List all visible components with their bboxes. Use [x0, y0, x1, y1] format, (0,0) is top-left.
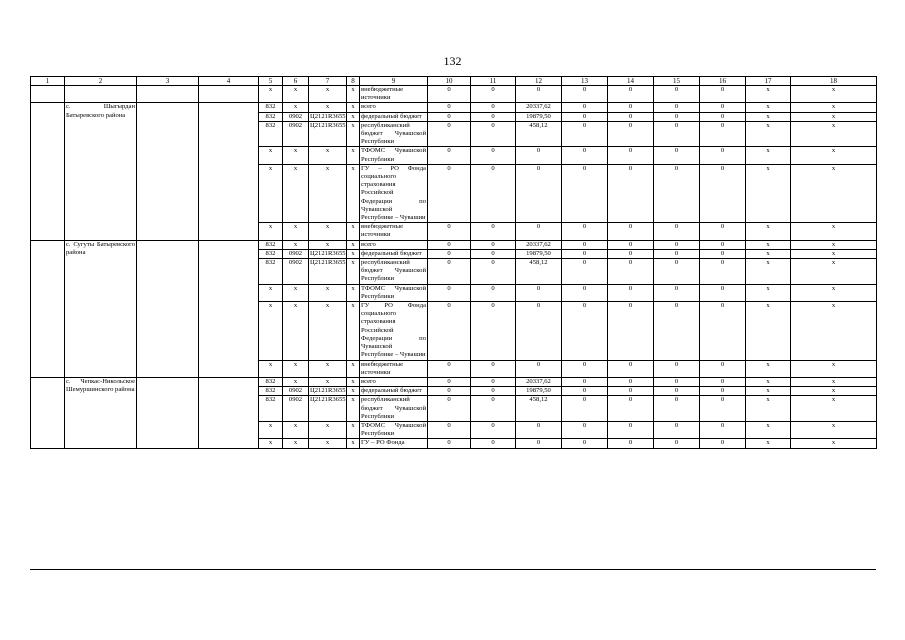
value-cell: 0 — [516, 360, 562, 377]
value-cell: 0 — [428, 103, 471, 112]
value-cell: x — [309, 164, 347, 222]
value-cell: 0 — [471, 249, 516, 258]
value-cell: x — [746, 103, 791, 112]
value-cell: 0 — [516, 147, 562, 164]
value-cell: x — [746, 421, 791, 438]
value-cell: 0 — [516, 284, 562, 301]
value-cell: x — [309, 421, 347, 438]
value-cell: 0 — [608, 360, 654, 377]
object-name: с. Чепкас-Никольское Шемуршинского района — [65, 377, 137, 448]
value-cell: 0 — [428, 377, 471, 386]
value-cell: 0 — [654, 112, 700, 121]
value-cell: 0 — [654, 259, 700, 285]
value-cell: 0 — [562, 360, 608, 377]
value-cell: Ц2121R3655 — [309, 396, 347, 422]
value-cell: 0 — [562, 284, 608, 301]
value-cell: 0 — [562, 396, 608, 422]
source-cell: внебюджетные источники — [360, 223, 428, 240]
value-cell: 0 — [562, 112, 608, 121]
object-name — [65, 86, 137, 103]
value-cell: 0 — [608, 249, 654, 258]
value-cell: 0 — [428, 396, 471, 422]
value-cell: x — [746, 284, 791, 301]
value-cell: 20337,62 — [516, 103, 562, 112]
value-cell: x — [347, 121, 360, 147]
value-cell: x — [746, 147, 791, 164]
value-cell: 0 — [428, 223, 471, 240]
value-cell: 0 — [700, 387, 746, 396]
value-cell: x — [347, 360, 360, 377]
value-cell: 832 — [259, 121, 283, 147]
col4-cell — [199, 103, 259, 240]
value-cell: 0 — [471, 302, 516, 360]
column-header: 13 — [562, 77, 608, 86]
value-cell: x — [746, 259, 791, 285]
header-row — [31, 77, 877, 86]
column-header: 6 — [283, 77, 309, 86]
value-cell: 0 — [700, 360, 746, 377]
value-cell: 0902 — [283, 249, 309, 258]
value-cell: 0 — [700, 439, 746, 448]
value-cell: 0 — [471, 121, 516, 147]
col3-cell — [137, 103, 199, 240]
value-cell: 0 — [700, 284, 746, 301]
value-cell: x — [347, 396, 360, 422]
col3-cell — [137, 240, 199, 377]
column-header: 15 — [654, 77, 700, 86]
budget-table — [30, 76, 877, 449]
value-cell: 0 — [700, 421, 746, 438]
value-cell: 0 — [608, 112, 654, 121]
value-cell: 0 — [562, 302, 608, 360]
value-cell: x — [791, 377, 877, 386]
value-cell: 0 — [700, 249, 746, 258]
column-header: 14 — [608, 77, 654, 86]
value-cell: x — [746, 249, 791, 258]
value-cell: 458,12 — [516, 259, 562, 285]
value-cell: 0 — [700, 240, 746, 249]
value-cell: x — [746, 360, 791, 377]
col4-cell — [199, 377, 259, 448]
value-cell: x — [309, 377, 347, 386]
value-cell: 0 — [516, 302, 562, 360]
column-header: 2 — [65, 77, 137, 86]
value-cell: 0 — [516, 439, 562, 448]
value-cell: 0902 — [283, 112, 309, 121]
value-cell: 0 — [654, 360, 700, 377]
value-cell: x — [746, 240, 791, 249]
col3-cell — [137, 86, 199, 103]
value-cell: 0 — [654, 223, 700, 240]
source-cell: республиканский бюджет Чувашской Республики — [361, 121, 426, 146]
value-cell: 0 — [654, 396, 700, 422]
value-cell: x — [746, 302, 791, 360]
value-cell: 0 — [428, 387, 471, 396]
value-cell: 0 — [471, 112, 516, 121]
value-cell: x — [347, 249, 360, 258]
value-cell: x — [746, 112, 791, 121]
value-cell: 0 — [428, 112, 471, 121]
source-cell: ТФОМС Чувашской Республики — [361, 421, 426, 438]
value-cell: 0 — [471, 103, 516, 112]
value-cell: x — [791, 387, 877, 396]
value-cell: 0 — [608, 164, 654, 222]
value-cell: 0 — [700, 302, 746, 360]
value-cell: 832 — [259, 103, 283, 112]
value-cell: x — [347, 259, 360, 285]
value-cell: 0 — [700, 396, 746, 422]
table-row — [31, 240, 877, 249]
value-cell: Ц2121R3655 — [310, 112, 346, 120]
value-cell: x — [791, 112, 877, 121]
value-cell: x — [347, 147, 360, 164]
value-cell: 0902 — [283, 259, 309, 285]
value-cell: x — [746, 121, 791, 147]
value-cell: x — [309, 439, 347, 448]
value-cell: x — [309, 240, 347, 249]
value-cell: 0 — [428, 302, 471, 360]
value-cell: x — [746, 86, 791, 103]
source-cell: ТФОМС Чувашской Республики — [361, 147, 426, 163]
table-row — [31, 86, 877, 103]
value-cell: x — [309, 360, 347, 377]
table-row — [31, 103, 877, 112]
value-cell: x — [259, 223, 283, 240]
value-cell: 0902 — [283, 121, 309, 147]
value-cell: x — [259, 360, 283, 377]
source-cell: федеральный бюджет — [360, 387, 428, 396]
value-cell: x — [309, 302, 347, 360]
value-cell: 0 — [608, 103, 654, 112]
source-cell: ГУ РО Фонда социального страхования Российской Федерации по Чувашской Республике – Чувашии — [361, 302, 426, 359]
col1-cell — [31, 377, 65, 448]
value-cell: x — [259, 147, 283, 164]
value-cell: 832 — [259, 387, 283, 396]
value-cell: 0 — [700, 86, 746, 103]
value-cell: x — [347, 284, 360, 301]
value-cell: 0 — [654, 284, 700, 301]
value-cell: Ц2121R3655 — [310, 249, 346, 257]
column-header: 7 — [309, 77, 347, 86]
value-cell: 20337,62 — [516, 240, 562, 249]
bottom-divider — [30, 569, 876, 570]
value-cell: 0 — [562, 377, 608, 386]
value-cell: 0902 — [283, 387, 309, 396]
value-cell: x — [283, 147, 309, 164]
source-cell: ГУ – РО Фонда социального страхования Российской Федерации по Чувашской Республике – Чувашии — [361, 164, 426, 222]
value-cell: 0 — [428, 360, 471, 377]
source-cell: федеральный бюджет — [360, 249, 428, 258]
column-header: 9 — [360, 77, 428, 86]
source-cell: республиканский бюджет Чувашской Республики — [361, 259, 426, 283]
value-cell: x — [791, 103, 877, 112]
value-cell: 0 — [562, 240, 608, 249]
column-header: 11 — [471, 77, 516, 86]
col1-cell — [31, 86, 65, 103]
value-cell: x — [283, 164, 309, 222]
value-cell: x — [309, 284, 347, 301]
value-cell: 0 — [654, 240, 700, 249]
value-cell: 19879,50 — [516, 112, 562, 121]
value-cell: x — [791, 259, 877, 285]
value-cell: 0 — [428, 164, 471, 222]
value-cell: x — [791, 284, 877, 301]
value-cell: 832 — [259, 112, 283, 121]
value-cell: 0902 — [283, 396, 309, 422]
object-name: с. Шыгырдан Батыревского района — [65, 103, 137, 240]
column-header: 16 — [700, 77, 746, 86]
value-cell: 0 — [562, 259, 608, 285]
value-cell: 0 — [700, 377, 746, 386]
value-cell: 0 — [516, 164, 562, 222]
value-cell: x — [791, 302, 877, 360]
value-cell: 0 — [608, 396, 654, 422]
value-cell: x — [259, 164, 283, 222]
source-cell: республиканский бюджет Чувашской Республики — [361, 396, 426, 420]
value-cell: 0 — [654, 421, 700, 438]
value-cell: 0 — [562, 387, 608, 396]
value-cell: 0 — [654, 302, 700, 360]
value-cell: 458,12 — [516, 121, 562, 147]
value-cell: 0 — [471, 377, 516, 386]
value-cell: 0 — [562, 223, 608, 240]
value-cell: 0 — [562, 121, 608, 147]
value-cell: 0 — [608, 86, 654, 103]
value-cell: 0 — [428, 439, 471, 448]
value-cell: x — [347, 421, 360, 438]
value-cell: 0 — [700, 103, 746, 112]
value-cell: 0 — [608, 223, 654, 240]
value-cell: Ц2121R3655 — [310, 387, 346, 395]
value-cell: x — [283, 439, 309, 448]
value-cell: x — [791, 249, 877, 258]
value-cell: 0 — [428, 259, 471, 285]
value-cell: x — [347, 302, 360, 360]
value-cell: x — [283, 377, 309, 386]
value-cell: 0 — [471, 240, 516, 249]
value-cell: 0 — [654, 147, 700, 164]
value-cell: 0 — [471, 396, 516, 422]
value-cell: x — [347, 240, 360, 249]
value-cell: 19879,50 — [516, 387, 562, 396]
value-cell: x — [791, 360, 877, 377]
value-cell: 0 — [700, 259, 746, 285]
value-cell: 0 — [654, 249, 700, 258]
value-cell: 832 — [259, 240, 283, 249]
column-header: 1 — [31, 77, 65, 86]
value-cell: x — [791, 396, 877, 422]
value-cell: x — [746, 439, 791, 448]
value-cell: 0 — [471, 259, 516, 285]
value-cell: 0 — [562, 421, 608, 438]
value-cell: 20337,62 — [516, 377, 562, 386]
value-cell: 832 — [259, 396, 283, 422]
value-cell: 0 — [471, 387, 516, 396]
value-cell: 0 — [608, 439, 654, 448]
source-cell: всего — [360, 103, 428, 112]
source-cell: всего — [360, 240, 428, 249]
value-cell: 0 — [562, 103, 608, 112]
value-cell: 0 — [471, 223, 516, 240]
col1-cell — [31, 240, 65, 377]
value-cell: x — [259, 439, 283, 448]
value-cell: x — [309, 103, 347, 112]
value-cell: x — [791, 421, 877, 438]
value-cell: 0 — [608, 284, 654, 301]
source-cell: ГУ – РО Фонда — [360, 439, 428, 448]
value-cell: x — [347, 439, 360, 448]
value-cell: x — [309, 147, 347, 164]
value-cell: 0 — [516, 86, 562, 103]
value-cell: 0 — [471, 284, 516, 301]
value-cell: 0 — [471, 360, 516, 377]
value-cell: x — [746, 396, 791, 422]
value-cell: 0 — [471, 147, 516, 164]
value-cell: 0 — [608, 387, 654, 396]
value-cell: 832 — [259, 259, 283, 285]
value-cell: x — [283, 240, 309, 249]
value-cell: 0 — [654, 439, 700, 448]
value-cell: x — [309, 223, 347, 240]
column-header: 18 — [791, 77, 877, 86]
value-cell: x — [746, 223, 791, 240]
value-cell: 0 — [700, 112, 746, 121]
value-cell: 0 — [428, 240, 471, 249]
col4-cell — [199, 86, 259, 103]
value-cell: 832 — [259, 377, 283, 386]
value-cell: 0 — [562, 147, 608, 164]
source-cell: внебюджетные источники — [360, 360, 428, 377]
value-cell: 0 — [654, 387, 700, 396]
value-cell: 0 — [562, 249, 608, 258]
value-cell: x — [746, 387, 791, 396]
value-cell: x — [347, 387, 360, 396]
value-cell: 0 — [608, 421, 654, 438]
value-cell: 0 — [516, 421, 562, 438]
value-cell: x — [347, 377, 360, 386]
value-cell: x — [259, 86, 283, 103]
value-cell: x — [283, 360, 309, 377]
value-cell: 0 — [562, 86, 608, 103]
value-cell: x — [309, 86, 347, 103]
col1-cell — [31, 103, 65, 240]
value-cell: 0 — [428, 86, 471, 103]
value-cell: x — [283, 421, 309, 438]
value-cell: x — [347, 223, 360, 240]
value-cell: 0 — [654, 164, 700, 222]
value-cell: x — [791, 439, 877, 448]
value-cell: 832 — [259, 249, 283, 258]
value-cell: 0 — [471, 164, 516, 222]
table-row — [31, 377, 877, 386]
value-cell: 0 — [608, 259, 654, 285]
value-cell: x — [283, 284, 309, 301]
value-cell: 19879,50 — [516, 249, 562, 258]
value-cell: 0 — [516, 223, 562, 240]
source-cell: всего — [360, 377, 428, 386]
value-cell: x — [347, 164, 360, 222]
object-name: с. Сугуты Батыревского района — [65, 240, 137, 377]
value-cell: 0 — [700, 121, 746, 147]
column-header: 4 — [199, 77, 259, 86]
value-cell: x — [746, 164, 791, 222]
value-cell: 0 — [471, 439, 516, 448]
value-cell: x — [259, 421, 283, 438]
value-cell: 0 — [562, 164, 608, 222]
value-cell: 458,12 — [516, 396, 562, 422]
value-cell: 0 — [608, 121, 654, 147]
value-cell: x — [791, 86, 877, 103]
value-cell: x — [259, 302, 283, 360]
value-cell: 0 — [428, 121, 471, 147]
value-cell: 0 — [700, 164, 746, 222]
value-cell: 0 — [471, 421, 516, 438]
value-cell: x — [791, 223, 877, 240]
value-cell: 0 — [428, 147, 471, 164]
value-cell: 0 — [428, 284, 471, 301]
column-header: 5 — [259, 77, 283, 86]
value-cell: x — [283, 86, 309, 103]
value-cell: x — [283, 223, 309, 240]
value-cell: 0 — [562, 439, 608, 448]
value-cell: x — [746, 377, 791, 386]
value-cell: 0 — [608, 302, 654, 360]
value-cell: 0 — [654, 121, 700, 147]
source-cell: ТФОМС Чувашской Республики — [361, 284, 426, 300]
value-cell: 0 — [654, 103, 700, 112]
value-cell: 0 — [471, 86, 516, 103]
value-cell: 0 — [428, 421, 471, 438]
value-cell: x — [791, 240, 877, 249]
column-header: 8 — [347, 77, 360, 86]
column-header: 3 — [137, 77, 199, 86]
value-cell: 0 — [608, 240, 654, 249]
value-cell: x — [347, 103, 360, 112]
value-cell: x — [283, 302, 309, 360]
column-header: 10 — [428, 77, 471, 86]
column-header: 17 — [746, 77, 791, 86]
value-cell: 0 — [700, 147, 746, 164]
page-number: 132 — [443, 54, 462, 68]
value-cell: x — [347, 112, 360, 121]
value-cell: 0 — [654, 377, 700, 386]
value-cell: x — [283, 103, 309, 112]
value-cell: x — [259, 284, 283, 301]
col4-cell — [199, 240, 259, 377]
value-cell: x — [791, 147, 877, 164]
value-cell: 0 — [428, 249, 471, 258]
value-cell: x — [347, 86, 360, 103]
value-cell: 0 — [608, 377, 654, 386]
value-cell: 0 — [654, 86, 700, 103]
value-cell: x — [791, 164, 877, 222]
value-cell: 0 — [700, 223, 746, 240]
value-cell: 0 — [608, 147, 654, 164]
source-cell: федеральный бюджет — [360, 112, 428, 121]
source-cell: внебюджетные источники — [360, 86, 428, 103]
col3-cell — [137, 377, 199, 448]
value-cell: Ц2121R3655 — [309, 121, 347, 147]
column-header: 12 — [516, 77, 562, 86]
value-cell: Ц2121R3655 — [309, 259, 347, 285]
value-cell: x — [791, 121, 877, 147]
